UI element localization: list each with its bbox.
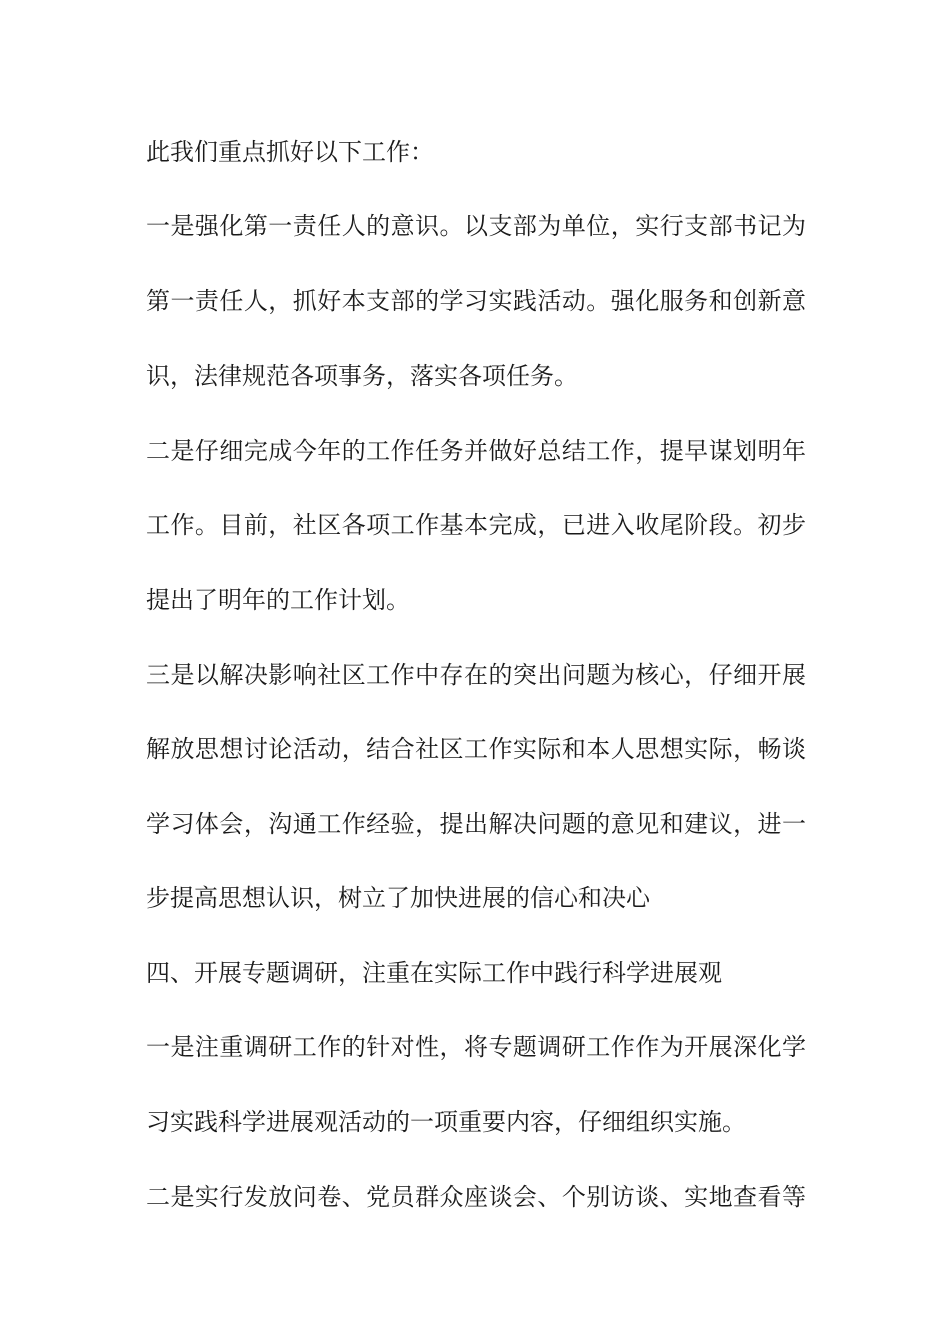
text-line: 学习体会，沟通工作经验，提出解决问题的意见和建议，进一 bbox=[146, 810, 806, 838]
text-line: 习实践科学进展观活动的一项重要内容，仔细组织实施。 bbox=[146, 1108, 746, 1136]
text-line: 此我们重点抓好以下工作： bbox=[146, 138, 434, 166]
text-line: 识，法律规范各项事务，落实各项任务。 bbox=[146, 362, 578, 390]
text-line: 二是实行发放问卷、党员群众座谈会、个别访谈、实地查看等 bbox=[146, 1183, 806, 1211]
text-line: 一是强化第一责任人的意识。以支部为单位，实行支部书记为 bbox=[146, 212, 806, 240]
text-line: 一是注重调研工作的针对性，将专题调研工作作为开展深化学 bbox=[146, 1033, 806, 1061]
text-line: 步提高思想认识，树立了加快进展的信心和决心 bbox=[146, 884, 650, 912]
text-line: 工作。目前，社区各项工作基本完成，已进入收尾阶段。初步 bbox=[146, 511, 806, 539]
section-heading: 四、开展专题调研，注重在实际工作中践行科学进展观 bbox=[146, 959, 722, 987]
text-line: 二是仔细完成今年的工作任务并做好总结工作，提早谋划明年 bbox=[146, 437, 806, 465]
text-line: 解放思想讨论活动，结合社区工作实际和本人思想实际，畅谈 bbox=[146, 735, 806, 763]
text-line: 提出了明年的工作计划。 bbox=[146, 586, 410, 614]
text-line: 第一责任人，抓好本支部的学习实践活动。强化服务和创新意 bbox=[146, 287, 806, 315]
text-line: 三是以解决影响社区工作中存在的突出问题为核心，仔细开展 bbox=[146, 661, 806, 689]
